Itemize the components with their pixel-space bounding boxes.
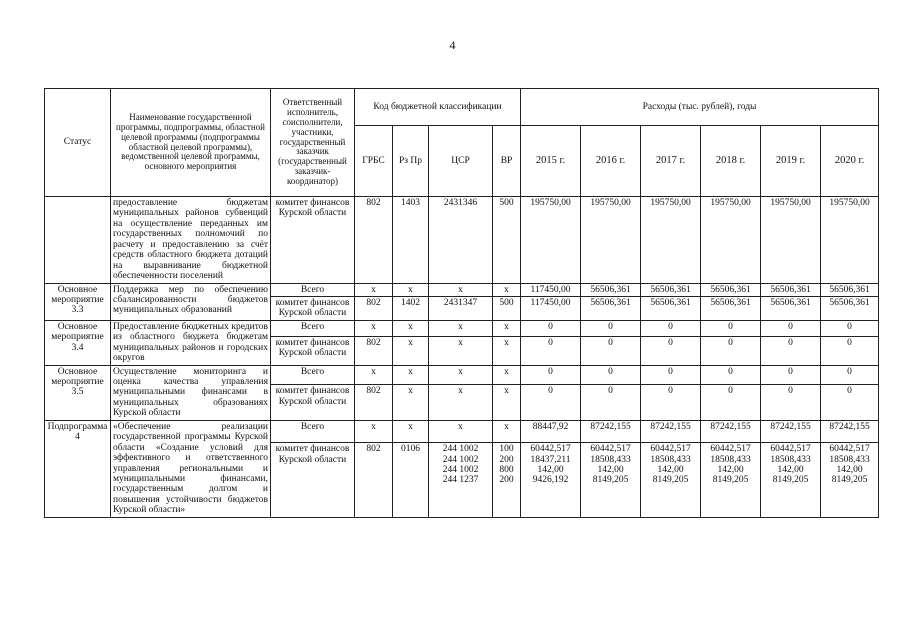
value-cell [641, 365, 701, 385]
value-cell-line: 88447,92 [532, 421, 569, 432]
value-cell-line: 87242,155 [650, 421, 691, 432]
value-cell-line: 117450,00 [530, 284, 571, 295]
name-cell: Предоставление бюджетных кредитов из областного бюджета бюджетам муниципальных районов и городских округов [111, 320, 271, 365]
grbs-cell: х [355, 283, 393, 296]
value-cell [521, 365, 581, 385]
value-cell-line: 0 [847, 321, 852, 332]
value-cell [701, 365, 761, 385]
value-cell [641, 320, 701, 336]
value-cell [821, 443, 879, 518]
csr-cell-line: 244 1002 [442, 465, 479, 475]
vr-cell-line: 500 [499, 198, 514, 208]
name-cell: предоставление бюджетам муниципальных районов субвенций на осуществление переданных им государственных полномочий по расчету и предоставлению за счёт средств областного бюджета дотаций на выравнивание бюджетной обеспеченности поселений [111, 197, 271, 284]
value-cell [641, 197, 701, 284]
csr-cell [429, 336, 493, 365]
grbs-cell: х [355, 320, 393, 336]
value-cell-line: 0 [668, 337, 673, 348]
value-cell-line: 142,00 [597, 465, 624, 475]
value-cell-line: 56506,361 [650, 297, 691, 308]
header-budget-code: Код бюджетной классификации [355, 89, 521, 126]
value-cell-line: 0 [548, 386, 553, 397]
value-cell-line: 0 [728, 366, 733, 377]
grbs-cell: 802 [355, 197, 393, 284]
value-cell [701, 283, 761, 296]
value-cell-line: 195750,00 [530, 198, 571, 208]
header-year-2017: 2017 г. [641, 126, 701, 197]
value-cell [821, 385, 879, 420]
value-cell-line: 8149,205 [831, 475, 868, 486]
value-cell [581, 365, 641, 385]
value-cell [521, 283, 581, 296]
value-cell [521, 320, 581, 336]
value-cell-line: 87242,155 [829, 421, 870, 432]
value-cell [701, 385, 761, 420]
table-row [45, 420, 879, 442]
value-cell-line: 0 [728, 337, 733, 348]
value-cell-line: 0 [788, 386, 793, 397]
vr-cell-line: х [504, 421, 509, 432]
header-expenses: Расходы (тыс. рублей), годы [521, 89, 879, 126]
value-cell-line: 0 [668, 321, 673, 332]
vr-cell-line: х [504, 337, 509, 348]
header-year-2018: 2018 г. [701, 126, 761, 197]
value-cell [521, 443, 581, 518]
csr-cell-line: 244 1237 [442, 475, 479, 486]
value-cell-line: 18508,433 [650, 454, 691, 465]
table-row [45, 197, 879, 284]
value-cell-line: 0 [548, 366, 553, 377]
table-row [45, 283, 879, 296]
value-cell-line: 117450,00 [530, 297, 571, 308]
rzpr-cell: 1403 [393, 197, 429, 284]
value-cell [521, 197, 581, 284]
csr-cell [429, 365, 493, 385]
value-cell-line: 56506,361 [710, 284, 751, 295]
vr-cell-line: 800 [499, 465, 514, 475]
executor-cell: Всего [271, 365, 355, 385]
value-cell-line: 0 [608, 386, 613, 397]
value-cell [641, 296, 701, 320]
executor-cell: комитет финансов Курской области [271, 296, 355, 320]
value-cell-line: 18508,433 [590, 454, 631, 465]
header-vr: ВР [493, 126, 521, 197]
grbs-cell: 802 [355, 296, 393, 320]
grbs-cell: 802 [355, 385, 393, 420]
vr-cell [493, 365, 521, 385]
value-cell-line: 0 [608, 337, 613, 348]
value-cell-line: 0 [668, 366, 673, 377]
csr-cell [429, 385, 493, 420]
value-cell [521, 336, 581, 365]
value-cell [581, 197, 641, 284]
value-cell-line: 0 [668, 386, 673, 397]
table-body [45, 197, 879, 518]
header-rzpr: Рз Пр [393, 126, 429, 197]
value-cell-line: 18508,433 [770, 454, 811, 465]
value-cell-line: 56506,361 [829, 297, 870, 308]
value-cell [761, 336, 821, 365]
value-cell-line: 0 [728, 321, 733, 332]
value-cell-line: 0 [728, 386, 733, 397]
value-cell-line: 0 [548, 321, 553, 332]
value-cell [521, 420, 581, 442]
vr-cell [493, 283, 521, 296]
budget-table [44, 88, 879, 518]
csr-cell [429, 320, 493, 336]
vr-cell-line: 200 [499, 454, 514, 465]
vr-cell-line: х [504, 284, 509, 295]
value-cell-line: 142,00 [537, 465, 564, 475]
vr-cell [493, 197, 521, 284]
table-header [45, 89, 879, 197]
name-cell: Осуществление мониторинга и оценка качества управления муниципальными финансами в муниципальных образованиях Курской области [111, 365, 271, 420]
value-cell-line: 0 [788, 337, 793, 348]
value-cell-line: 8149,205 [712, 475, 749, 486]
header-grbs: ГРБС [355, 126, 393, 197]
value-cell-line: 142,00 [777, 465, 804, 475]
grbs-cell: 802 [355, 336, 393, 365]
value-cell-line: 60442,517 [770, 444, 811, 455]
value-cell-line: 56506,361 [770, 297, 811, 308]
csr-cell-line: х [458, 421, 463, 432]
vr-cell [493, 296, 521, 320]
vr-cell-line: х [504, 321, 509, 332]
value-cell-line: 9426,192 [532, 475, 569, 486]
executor-cell: Всего [271, 283, 355, 296]
table-row [45, 320, 879, 336]
value-cell-line: 87242,155 [710, 421, 751, 432]
vr-cell-line: 500 [499, 297, 514, 308]
value-cell-line: 0 [847, 337, 852, 348]
status-cell [45, 197, 111, 284]
csr-cell-line: 2431346 [443, 198, 478, 208]
value-cell-line: 195750,00 [710, 198, 751, 208]
value-cell-line: 8149,205 [652, 475, 689, 486]
vr-cell [493, 420, 521, 442]
value-cell-line: 8149,205 [592, 475, 629, 486]
value-cell-line: 60442,517 [530, 444, 571, 455]
value-cell [761, 320, 821, 336]
executor-cell: комитет финансов Курской области [271, 385, 355, 420]
table-row [45, 365, 879, 385]
value-cell [641, 385, 701, 420]
rzpr-cell: х [393, 385, 429, 420]
value-cell-line: 56506,361 [770, 284, 811, 295]
value-cell-line: 195750,00 [770, 198, 811, 208]
executor-cell: комитет финансов Курской области [271, 197, 355, 284]
value-cell [581, 336, 641, 365]
value-cell [641, 420, 701, 442]
page-number: 4 [449, 38, 456, 52]
csr-cell-line: 2431347 [443, 297, 478, 308]
value-cell-line: 18437,211 [530, 454, 571, 465]
value-cell [701, 443, 761, 518]
value-cell-line: 0 [548, 337, 553, 348]
rzpr-cell: х [393, 420, 429, 442]
grbs-cell: х [355, 365, 393, 385]
value-cell-line: 56506,361 [590, 297, 631, 308]
grbs-cell: х [355, 420, 393, 442]
value-cell [821, 365, 879, 385]
value-cell [521, 385, 581, 420]
value-cell-line: 18508,433 [710, 454, 751, 465]
value-cell [821, 320, 879, 336]
value-cell-line: 18508,433 [829, 454, 870, 465]
grbs-cell: 802 [355, 443, 393, 518]
vr-cell [493, 336, 521, 365]
value-cell-line: 142,00 [836, 465, 863, 475]
header-year-2015: 2015 г. [521, 126, 581, 197]
header-year-2020: 2020 г. [821, 126, 879, 197]
value-cell [581, 443, 641, 518]
value-cell-line: 56506,361 [710, 297, 751, 308]
value-cell [581, 283, 641, 296]
value-cell-line: 142,00 [717, 465, 744, 475]
value-cell [701, 420, 761, 442]
executor-cell: Всего [271, 320, 355, 336]
header-csr: ЦСР [429, 126, 493, 197]
header-year-2019: 2019 г. [761, 126, 821, 197]
value-cell-line: 60442,517 [710, 444, 751, 455]
vr-cell-line: 100 [499, 444, 514, 455]
value-cell-line: 0 [608, 366, 613, 377]
csr-cell-line: х [458, 366, 463, 377]
value-cell [821, 197, 879, 284]
value-cell [641, 336, 701, 365]
value-cell [761, 443, 821, 518]
value-cell [761, 197, 821, 284]
header-name: Наименование государственной программы, подпрограммы, областной целевой программы (подпрограммы областной целевой программы), ведомственной целевой программы, основного мероприятия [111, 89, 271, 197]
value-cell [581, 385, 641, 420]
csr-cell-line: х [458, 386, 463, 397]
value-cell [701, 197, 761, 284]
value-cell [641, 283, 701, 296]
csr-cell [429, 296, 493, 320]
value-cell-line: 56506,361 [650, 284, 691, 295]
value-cell [641, 443, 701, 518]
rzpr-cell: 0106 [393, 443, 429, 518]
header-year-2016: 2016 г. [581, 126, 641, 197]
executor-cell: комитет финансов Курской области [271, 336, 355, 365]
value-cell [821, 336, 879, 365]
value-cell [821, 283, 879, 296]
csr-cell [429, 283, 493, 296]
value-cell [821, 420, 879, 442]
status-cell: Основное мероприятие 3.5 [45, 365, 111, 420]
value-cell-line: 87242,155 [590, 421, 631, 432]
value-cell-line: 60442,517 [650, 444, 691, 455]
value-cell [761, 283, 821, 296]
value-cell-line: 56506,361 [829, 284, 870, 295]
value-cell-line: 0 [788, 366, 793, 377]
vr-cell [493, 443, 521, 518]
name-cell: Поддержка мер по обеспечению сбалансированности бюджетов муниципальных образований [111, 283, 271, 320]
header-executor: Ответственный исполнитель, соисполнители, участники, государственный заказчик (государственный заказчик-координатор) [271, 89, 355, 197]
value-cell [581, 296, 641, 320]
value-cell [761, 385, 821, 420]
rzpr-cell: х [393, 320, 429, 336]
csr-cell-line: 244 1002 [442, 444, 479, 455]
header-status: Статус [45, 89, 111, 197]
csr-cell [429, 197, 493, 284]
status-cell: Подпрограмма 4 [45, 420, 111, 517]
value-cell-line: 87242,155 [770, 421, 811, 432]
value-cell [821, 296, 879, 320]
value-cell-line: 0 [847, 366, 852, 377]
vr-cell-line: 200 [499, 475, 514, 486]
status-cell: Основное мероприятие 3.3 [45, 283, 111, 320]
name-cell: «Обеспечение реализации государственной программы Курской области «Создание условий для эффективного и ответственного управления региональными и муниципальными финансами, государственным долгом и повышения устойчивости бюджетов Курской области» [111, 420, 271, 517]
rzpr-cell: х [393, 283, 429, 296]
value-cell-line: 195750,00 [829, 198, 870, 208]
vr-cell [493, 385, 521, 420]
value-cell-line: 0 [608, 321, 613, 332]
rzpr-cell: х [393, 336, 429, 365]
rzpr-cell: х [393, 365, 429, 385]
value-cell [521, 296, 581, 320]
value-cell-line: 142,00 [657, 465, 684, 475]
executor-cell: Всего [271, 420, 355, 442]
csr-cell-line: х [458, 321, 463, 332]
value-cell [761, 365, 821, 385]
csr-cell-line: 244 1002 [442, 454, 479, 465]
value-cell [761, 296, 821, 320]
csr-cell-line: х [458, 337, 463, 348]
vr-cell [493, 320, 521, 336]
value-cell-line: 0 [847, 386, 852, 397]
csr-cell-line: х [458, 284, 463, 295]
value-cell-line: 60442,517 [590, 444, 631, 455]
vr-cell-line: х [504, 366, 509, 377]
value-cell [701, 320, 761, 336]
value-cell [581, 320, 641, 336]
value-cell-line: 56506,361 [590, 284, 631, 295]
value-cell-line: 195750,00 [590, 198, 631, 208]
value-cell [701, 296, 761, 320]
value-cell-line: 0 [788, 321, 793, 332]
status-cell: Основное мероприятие 3.4 [45, 320, 111, 365]
value-cell [761, 420, 821, 442]
rzpr-cell: 1402 [393, 296, 429, 320]
executor-cell: комитет финансов Курской области [271, 443, 355, 518]
vr-cell-line: х [504, 386, 509, 397]
value-cell-line: 8149,205 [772, 475, 809, 486]
value-cell [581, 420, 641, 442]
csr-cell [429, 443, 493, 518]
csr-cell [429, 420, 493, 442]
value-cell-line: 60442,517 [829, 444, 870, 455]
value-cell [701, 336, 761, 365]
value-cell-line: 195750,00 [650, 198, 691, 208]
